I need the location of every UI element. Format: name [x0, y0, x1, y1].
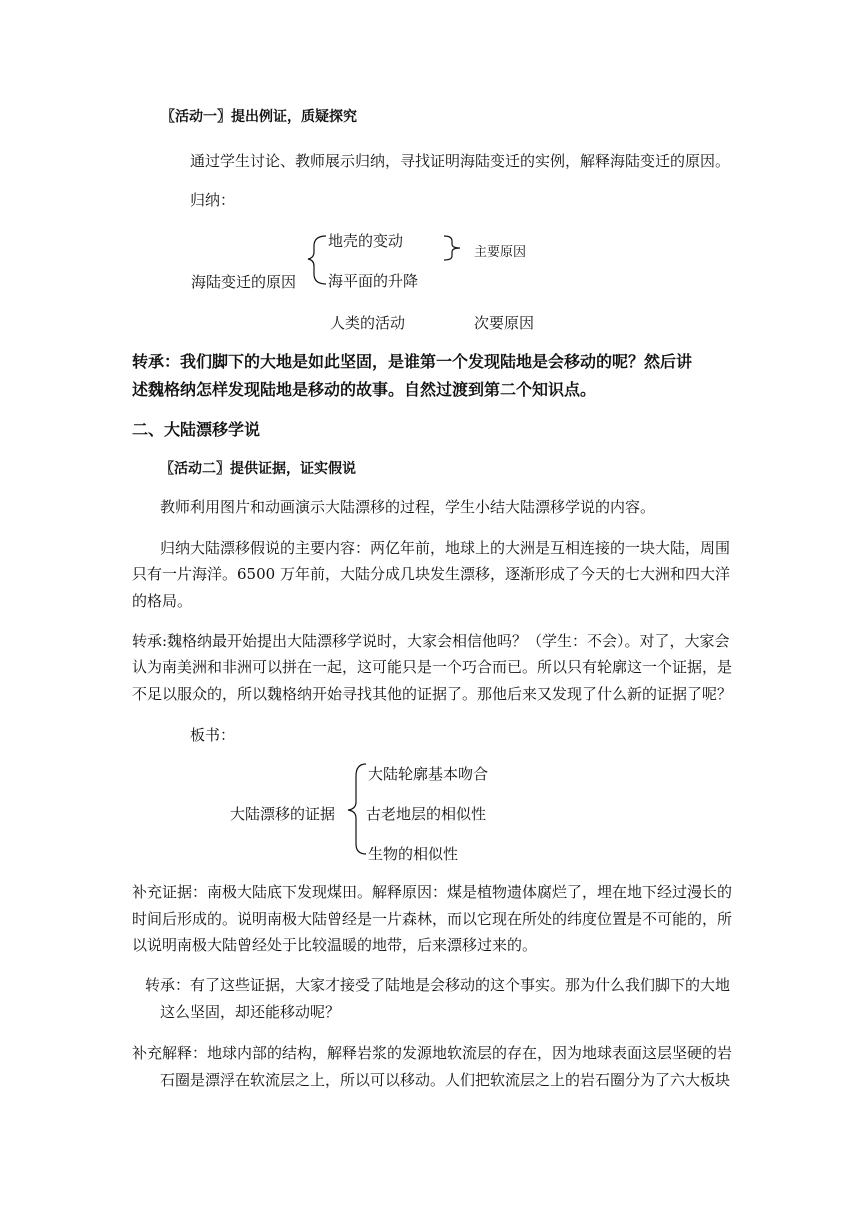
transition3-line-2: 这么坚固，却还能移动呢？	[160, 1003, 341, 1021]
summary-line-2: 只有一片海洋。6500 万年前，大陆分成几块发生漂移，逐渐形成了今天的七大洲和四大洋	[132, 565, 730, 583]
transition2-line-2: 认为南美洲和非洲可以拼在一起，这可能只是一个巧合而已。所以只有轮廓这一个证据，是	[132, 658, 733, 676]
activity1-summary-label: 归纳：	[190, 191, 236, 209]
diagram1-item-sealevel: 海平面的升降	[328, 272, 419, 290]
summary-line-1: 归纳大陆漂移假说的主要内容：两亿年前，地球上的大洲是互相连接的一块大陆，周围	[160, 539, 731, 557]
transition1-line2: 述魏格纳怎样发现陆地是移动的故事。自然过渡到第二个知识点。	[132, 380, 597, 399]
supplement1-line-2: 时间后形成的。说明南极大陆曾经是一片森林，而以它现在所处的纬度位置是不可能的，所	[132, 910, 733, 928]
diagram2-item-outline: 大陆轮廓基本吻合	[368, 765, 489, 783]
diagram1-root: 海陆变迁的原因	[191, 273, 297, 291]
board-label: 板书：	[190, 726, 236, 744]
activity1-description: 通过学生讨论、教师展示归纳，寻找证明海陆变迁的实例，解释海陆变迁的原因。	[190, 152, 731, 170]
diagram1-secondary-reason: 次要原因	[474, 314, 535, 332]
diagram1-left-brace	[308, 236, 326, 284]
activity1-heading: 〖活动一〗提出例证，质疑探究	[161, 109, 357, 125]
diagram1-item-crust: 地壳的变动	[328, 232, 404, 250]
supplement1-line-3: 以说明南极大陆曾经处于比较温暖的地带，后来漂移过来的。	[132, 936, 538, 954]
diagram1-item-human: 人类的活动	[330, 314, 406, 332]
diagram2-left-brace	[348, 764, 366, 854]
transition1-line1: 转承：我们脚下的大地是如此坚固，是谁第一个发现陆地是会移动的呢？然后讲	[132, 352, 693, 371]
activity2-heading: 〖活动二〗提供证据，证实假说	[160, 461, 356, 477]
diagram2-root: 大陆漂移的证据	[230, 805, 336, 823]
transition2-line-3: 不足以服众的，所以魏格纳开始寻找其他的证据了。那他后来又发现了什么新的证据了呢？	[132, 685, 733, 703]
supplement2-line-1: 补充解释：地球内部的结构，解释岩浆的发源地软流层的存在，因为地球表面这层坚硬的岩	[132, 1044, 733, 1062]
diagram1-main-reason: 主要原因	[474, 245, 527, 260]
section2-heading: 二、大陆漂移学说	[132, 420, 261, 439]
summary-line-3: 的格局。	[132, 592, 193, 610]
transition3-line-1: 转承：有了这些证据，大家才接受了陆地是会移动的这个事实。那为什么我们脚下的大地	[145, 976, 731, 994]
supplement2-line-2: 石圈是漂浮在软流层之上，所以可以移动。人们把软流层之上的岩石圈分为了六大板块	[160, 1071, 731, 1089]
diagram2-item-biology: 生物的相似性	[368, 845, 459, 863]
transition2-line-1: 转承:魏格纳最开始提出大陆漂移学说时，大家会相信他吗？（学生：不会）。对了，大家会	[132, 632, 730, 650]
supplement1-line-1: 补充证据：南极大陆底下发现煤田。解释原因：煤是植物遗体腐烂了，埋在地下经过漫长的	[132, 883, 733, 901]
activity2-intro: 教师利用图片和动画演示大陆漂移的过程，学生小结大陆漂移学说的内容。	[160, 498, 656, 516]
diagram1-right-brace	[444, 236, 460, 260]
diagram2-item-strata: 古老地层的相似性	[366, 805, 487, 823]
